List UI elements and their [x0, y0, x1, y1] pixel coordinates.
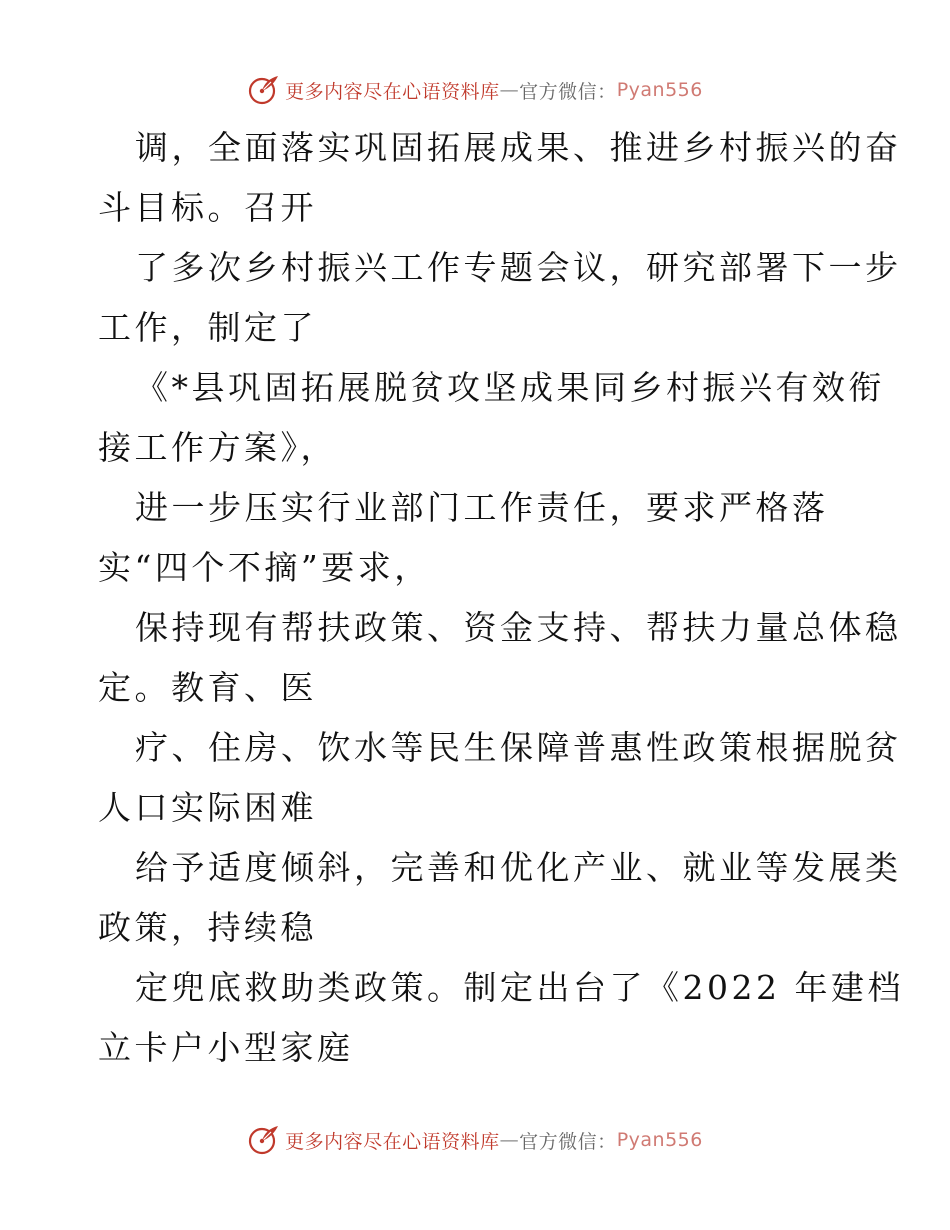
- body-text-line: 政策，持续稳: [98, 908, 317, 947]
- body-text-line: 疗、住房、饮水等民生保障普惠性政策根据脱贫: [135, 728, 902, 767]
- body-text-line: 给予适度倾斜，完善和优化产业、就业等发展类: [135, 848, 902, 887]
- watermark-official-label: 官方微信：: [519, 1130, 617, 1153]
- body-text-line: 接工作方案》，: [98, 428, 337, 467]
- body-text-line: 实“四个不摘”要求，: [98, 548, 431, 587]
- feather-quill-logo-icon: [247, 1123, 281, 1157]
- watermark-dash: —: [499, 1129, 520, 1151]
- body-text-line: 立卡户小型家庭: [98, 1028, 354, 1067]
- watermark-official-label: 官方微信：: [519, 80, 617, 103]
- body-text-line: 定。教育、医: [98, 668, 317, 707]
- body-text-line: 进一步压实行业部门工作责任，要求严格落: [135, 488, 829, 527]
- watermark-wechat-id: Pyan556: [616, 1129, 703, 1151]
- watermark-brand: 更多内容尽在心语资料库: [285, 80, 500, 103]
- body-text-line: 了多次乡村振兴工作专题会议，研究部署下一步: [135, 248, 902, 287]
- document-body: [98, 118, 904, 1078]
- feather-quill-logo-icon: [247, 73, 281, 107]
- watermark-brand: 更多内容尽在心语资料库: [285, 1130, 500, 1153]
- watermark-dash: —: [499, 79, 520, 101]
- body-text-line: 《*县巩固拓展脱贫攻坚成果同乡村振兴有效衔: [135, 368, 885, 407]
- body-text-line: 人口实际困难: [98, 788, 317, 827]
- footer-watermark: [0, 1120, 950, 1160]
- body-text-line: 工作，制定了: [98, 308, 317, 347]
- header-watermark: [0, 70, 950, 110]
- watermark-wechat-id: Pyan556: [616, 79, 703, 101]
- body-text-line: 调，全面落实巩固拓展成果、推进乡村振兴的奋: [135, 128, 902, 167]
- body-text-line: 定兜底救助类政策。制定出台了《2022 年建档: [135, 968, 904, 1007]
- body-text-line: 斗目标。召开: [98, 188, 317, 227]
- body-text-line: 保持现有帮扶政策、资金支持、帮扶力量总体稳: [135, 608, 902, 647]
